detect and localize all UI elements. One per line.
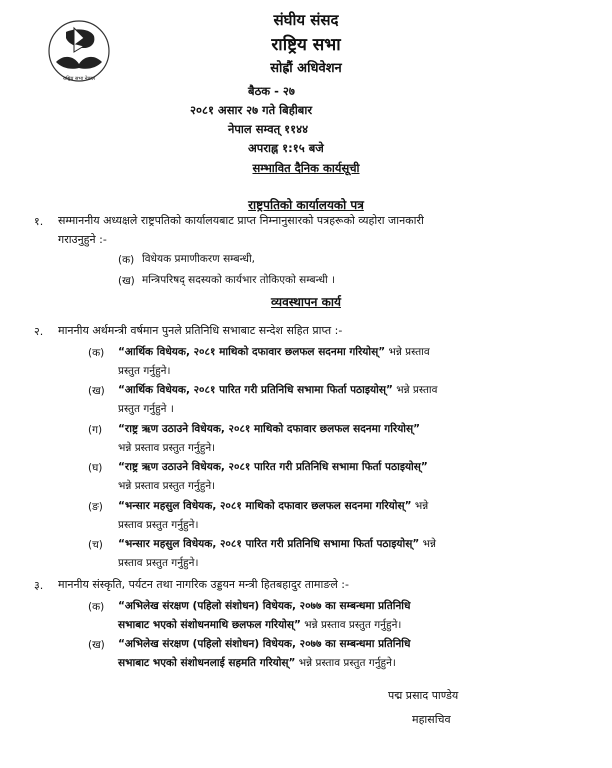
sub-text xyxy=(118,497,598,535)
meeting-number: बैठक - २७ xyxy=(248,84,295,98)
motion-title: “अभिलेख संरक्षण (पहिलो संशोधन) विधेयक, २०७७ का सम्बन्धमा प्रतिनिधि xyxy=(118,638,411,650)
item-text xyxy=(58,211,588,249)
sub-text xyxy=(118,420,598,458)
sub-text xyxy=(118,635,598,673)
item-intro: माननीय संस्कृति, पर्यटन तथा नागरिक उड्डयन मन्त्री हितबहादुर तामाङले :- xyxy=(58,578,349,591)
sub-label: (ख) xyxy=(88,639,105,651)
sub-label: (ख) xyxy=(118,275,135,287)
sub-label: (ग) xyxy=(88,424,103,436)
motion-tail: भन्ने प्रस्ताव प्रस्तुत गर्नुहुने। xyxy=(298,657,396,669)
motion-line2: प्रस्तुत गर्नुहुने । xyxy=(118,403,174,415)
motion-title: “राष्ट्र ऋण उठाउने विधेयक, २०८१ पारित गरी प्रतिनिधि सभामा फिर्ता पठाइयोस्” xyxy=(118,461,428,473)
logo-text: राष्ट्रिय सभा नेपाल xyxy=(62,76,96,82)
signatory-name: पद्म प्रसाद पाण्डेय xyxy=(388,689,459,702)
motion-line2: भन्ने प्रस्ताव प्रस्तुत गर्नुहुने। xyxy=(118,442,216,454)
sub-label: (क) xyxy=(88,601,105,613)
motion-tail: भन्ने प्रस्ताव प्रस्तुत गर्नुहुने। xyxy=(304,619,402,631)
sub-text xyxy=(118,535,598,573)
sub-label: (ङ) xyxy=(88,501,103,513)
nepal-samvat: नेपाल सम्वत् ११४४ xyxy=(228,122,309,136)
sub-label: (क) xyxy=(88,347,105,359)
item-intro: माननीय अर्थमन्त्री वर्षमान पुनले प्रतिनिधि सभाबाट सन्देश सहित प्राप्त :- xyxy=(58,324,343,337)
motion-tail: भन्ने प्रस्ताव xyxy=(388,346,430,358)
sub-text xyxy=(118,458,598,496)
sub-text xyxy=(118,597,598,635)
sub-text xyxy=(118,381,598,419)
sub-text: विधेयक प्रमाणीकरण सम्बन्धी, xyxy=(142,253,256,265)
motion-tail: भन्ने xyxy=(422,538,436,550)
motion-title: “भन्सार महसुल विधेयक, २०८१ माथिको दफावार छलफल सदनमा गरियोस्” xyxy=(118,500,412,512)
sub-label: (ख) xyxy=(88,385,105,397)
national-assembly-heading: राष्ट्रिय सभा xyxy=(271,35,341,55)
sub-label: (च) xyxy=(88,539,103,551)
item-number: ३. xyxy=(34,579,44,592)
section-legislative-business: व्यवस्थापन कार्य xyxy=(271,295,341,309)
motion-title: “आर्थिक विधेयक, २०८१ पारित गरी प्रतिनिधि सभामा फिर्ता पठाइयोस्” xyxy=(118,384,393,396)
motion-title: सभाबाट भएको संशोधनलाई सहमति गरियोस्” xyxy=(118,657,296,669)
motion-line2: प्रस्तुत गर्नुहुने। xyxy=(118,365,171,377)
section-president-office-letter: राष्ट्रपतिको कार्यालयको पत्र xyxy=(248,198,364,212)
federal-parliament-heading: संघीय संसद xyxy=(273,11,339,29)
motion-title: सभाबाट भएको संशोधनमाथि छलफल गरियोस्” xyxy=(118,619,301,631)
motion-tail: भन्ने प्रस्ताव xyxy=(396,384,438,396)
item-line: गराउनुहुने :- xyxy=(58,233,107,246)
motion-title: “अभिलेख संरक्षण (पहिलो संशोधन) विधेयक, २०७७ का सम्बन्धमा प्रतिनिधि xyxy=(118,600,411,612)
motion-title: “राष्ट्र ऋण उठाउने विधेयक, २०८१ माथिको दफावार छलफल सदनमा गरियोस्” xyxy=(118,423,421,435)
sub-text xyxy=(118,343,598,381)
motion-tail: भन्ने xyxy=(414,500,429,512)
motion-line2: प्रस्ताव प्रस्तुत गर्नुहुने। xyxy=(118,519,199,531)
motion-line2: भन्ने प्रस्ताव प्रस्तुत गर्नुहुने। xyxy=(118,480,216,492)
sub-label: (घ) xyxy=(88,462,103,474)
session-heading: सोह्रौं अधिवेशन xyxy=(270,61,342,76)
item-number: १. xyxy=(34,215,44,228)
sub-text: मन्त्रिपरिषद् सदस्यको कार्यभार तोकिएको सम्बन्धी । xyxy=(142,274,336,286)
item-number: २. xyxy=(34,325,44,338)
item-line: सम्माननीय अध्यक्षले राष्ट्रपतिको कार्यालयबाट प्राप्त निम्नानुसारको पत्रहरूको व्यहोरा जानकारी xyxy=(58,214,424,227)
meeting-date: २०८१ असार २७ गते बिहीबार xyxy=(190,103,313,117)
signatory-title: महासचिव xyxy=(412,713,451,726)
agenda-title: सम्भावित दैनिक कार्यसूची xyxy=(252,161,360,175)
motion-title: “भन्सार महसुल विधेयक, २०८१ पारित गरी प्रतिनिधि सभामा फिर्ता पठाइयोस्” xyxy=(118,538,420,550)
motion-line2: प्रस्ताव प्रस्तुत गर्नुहुने। xyxy=(118,557,199,569)
sub-label: (क) xyxy=(118,254,135,266)
meeting-time: अपराह्न १:१५ बजे xyxy=(248,141,324,155)
motion-title: “आर्थिक विधेयक, २०८१ माथिको दफावार छलफल सदनमा गरियोस्” xyxy=(118,346,386,358)
